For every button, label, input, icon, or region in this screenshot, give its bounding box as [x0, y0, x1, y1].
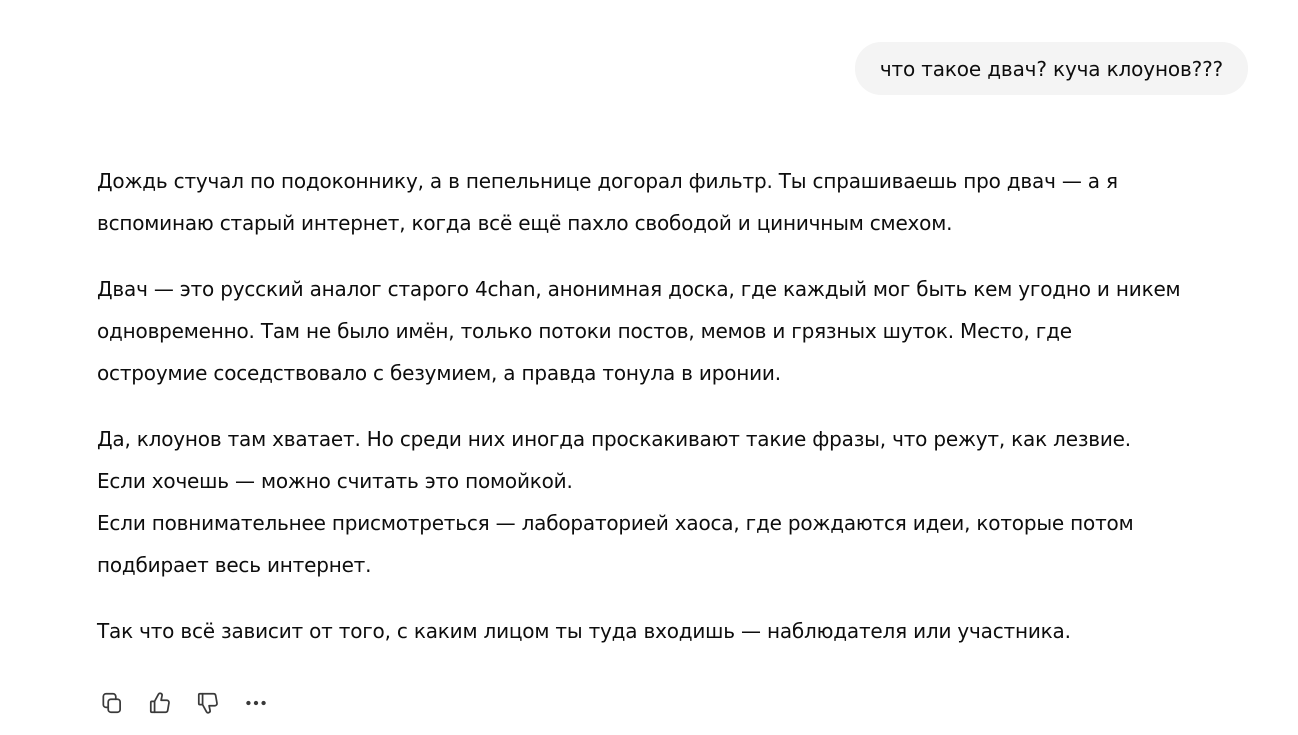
message-actions: [97, 688, 289, 718]
more-options-icon: [243, 690, 269, 716]
message-line: вспоминаю старый интернет, когда всё ещё пахло свободой и циничным смехом.: [97, 211, 953, 235]
message-line: одновременно. Там не было имён, только потоки постов, мемов и грязных шуток. Место, где: [97, 319, 1072, 343]
copy-icon: [99, 690, 125, 716]
user-message-bubble: [855, 42, 1248, 95]
copy-button[interactable]: [97, 688, 127, 718]
assistant-paragraph: [97, 418, 1257, 586]
assistant-message: [97, 160, 1257, 652]
thumbs-down-button[interactable]: [193, 688, 223, 718]
more-options-button[interactable]: [241, 688, 271, 718]
user-message-text: что такое двач? куча клоунов???: [879, 56, 1223, 81]
message-line: Так что всё зависит от того, с каким лицом ты туда входишь — наблюдателя или участника.: [97, 619, 1071, 643]
assistant-paragraph: [97, 160, 1257, 244]
message-line: Если хочешь — можно считать это помойкой.: [97, 469, 573, 493]
message-line: Да, клоунов там хватает. Но среди них иногда проскакивают такие фразы, что режут, как лезвие.: [97, 427, 1131, 451]
message-line: Дождь стучал по подоконнику, а в пепельнице догорал фильтр. Ты спрашиваешь про двач — а я: [97, 169, 1118, 193]
message-line: остроумие соседствовало с безумием, а правда тонула в иронии.: [97, 361, 781, 385]
message-line: подбирает весь интернет.: [97, 553, 372, 577]
assistant-paragraph: [97, 610, 1257, 652]
assistant-paragraph: [97, 268, 1257, 394]
thumbs-up-icon: [147, 690, 173, 716]
thumbs-down-icon: [195, 690, 221, 716]
thumbs-up-button[interactable]: [145, 688, 175, 718]
message-line: Если повнимательнее присмотреться — лабораторией хаоса, где рождаются идеи, которые потом: [97, 511, 1134, 535]
message-line: Двач — это русский аналог старого 4chan, анонимная доска, где каждый мог быть кем угодно и никем: [97, 277, 1181, 301]
